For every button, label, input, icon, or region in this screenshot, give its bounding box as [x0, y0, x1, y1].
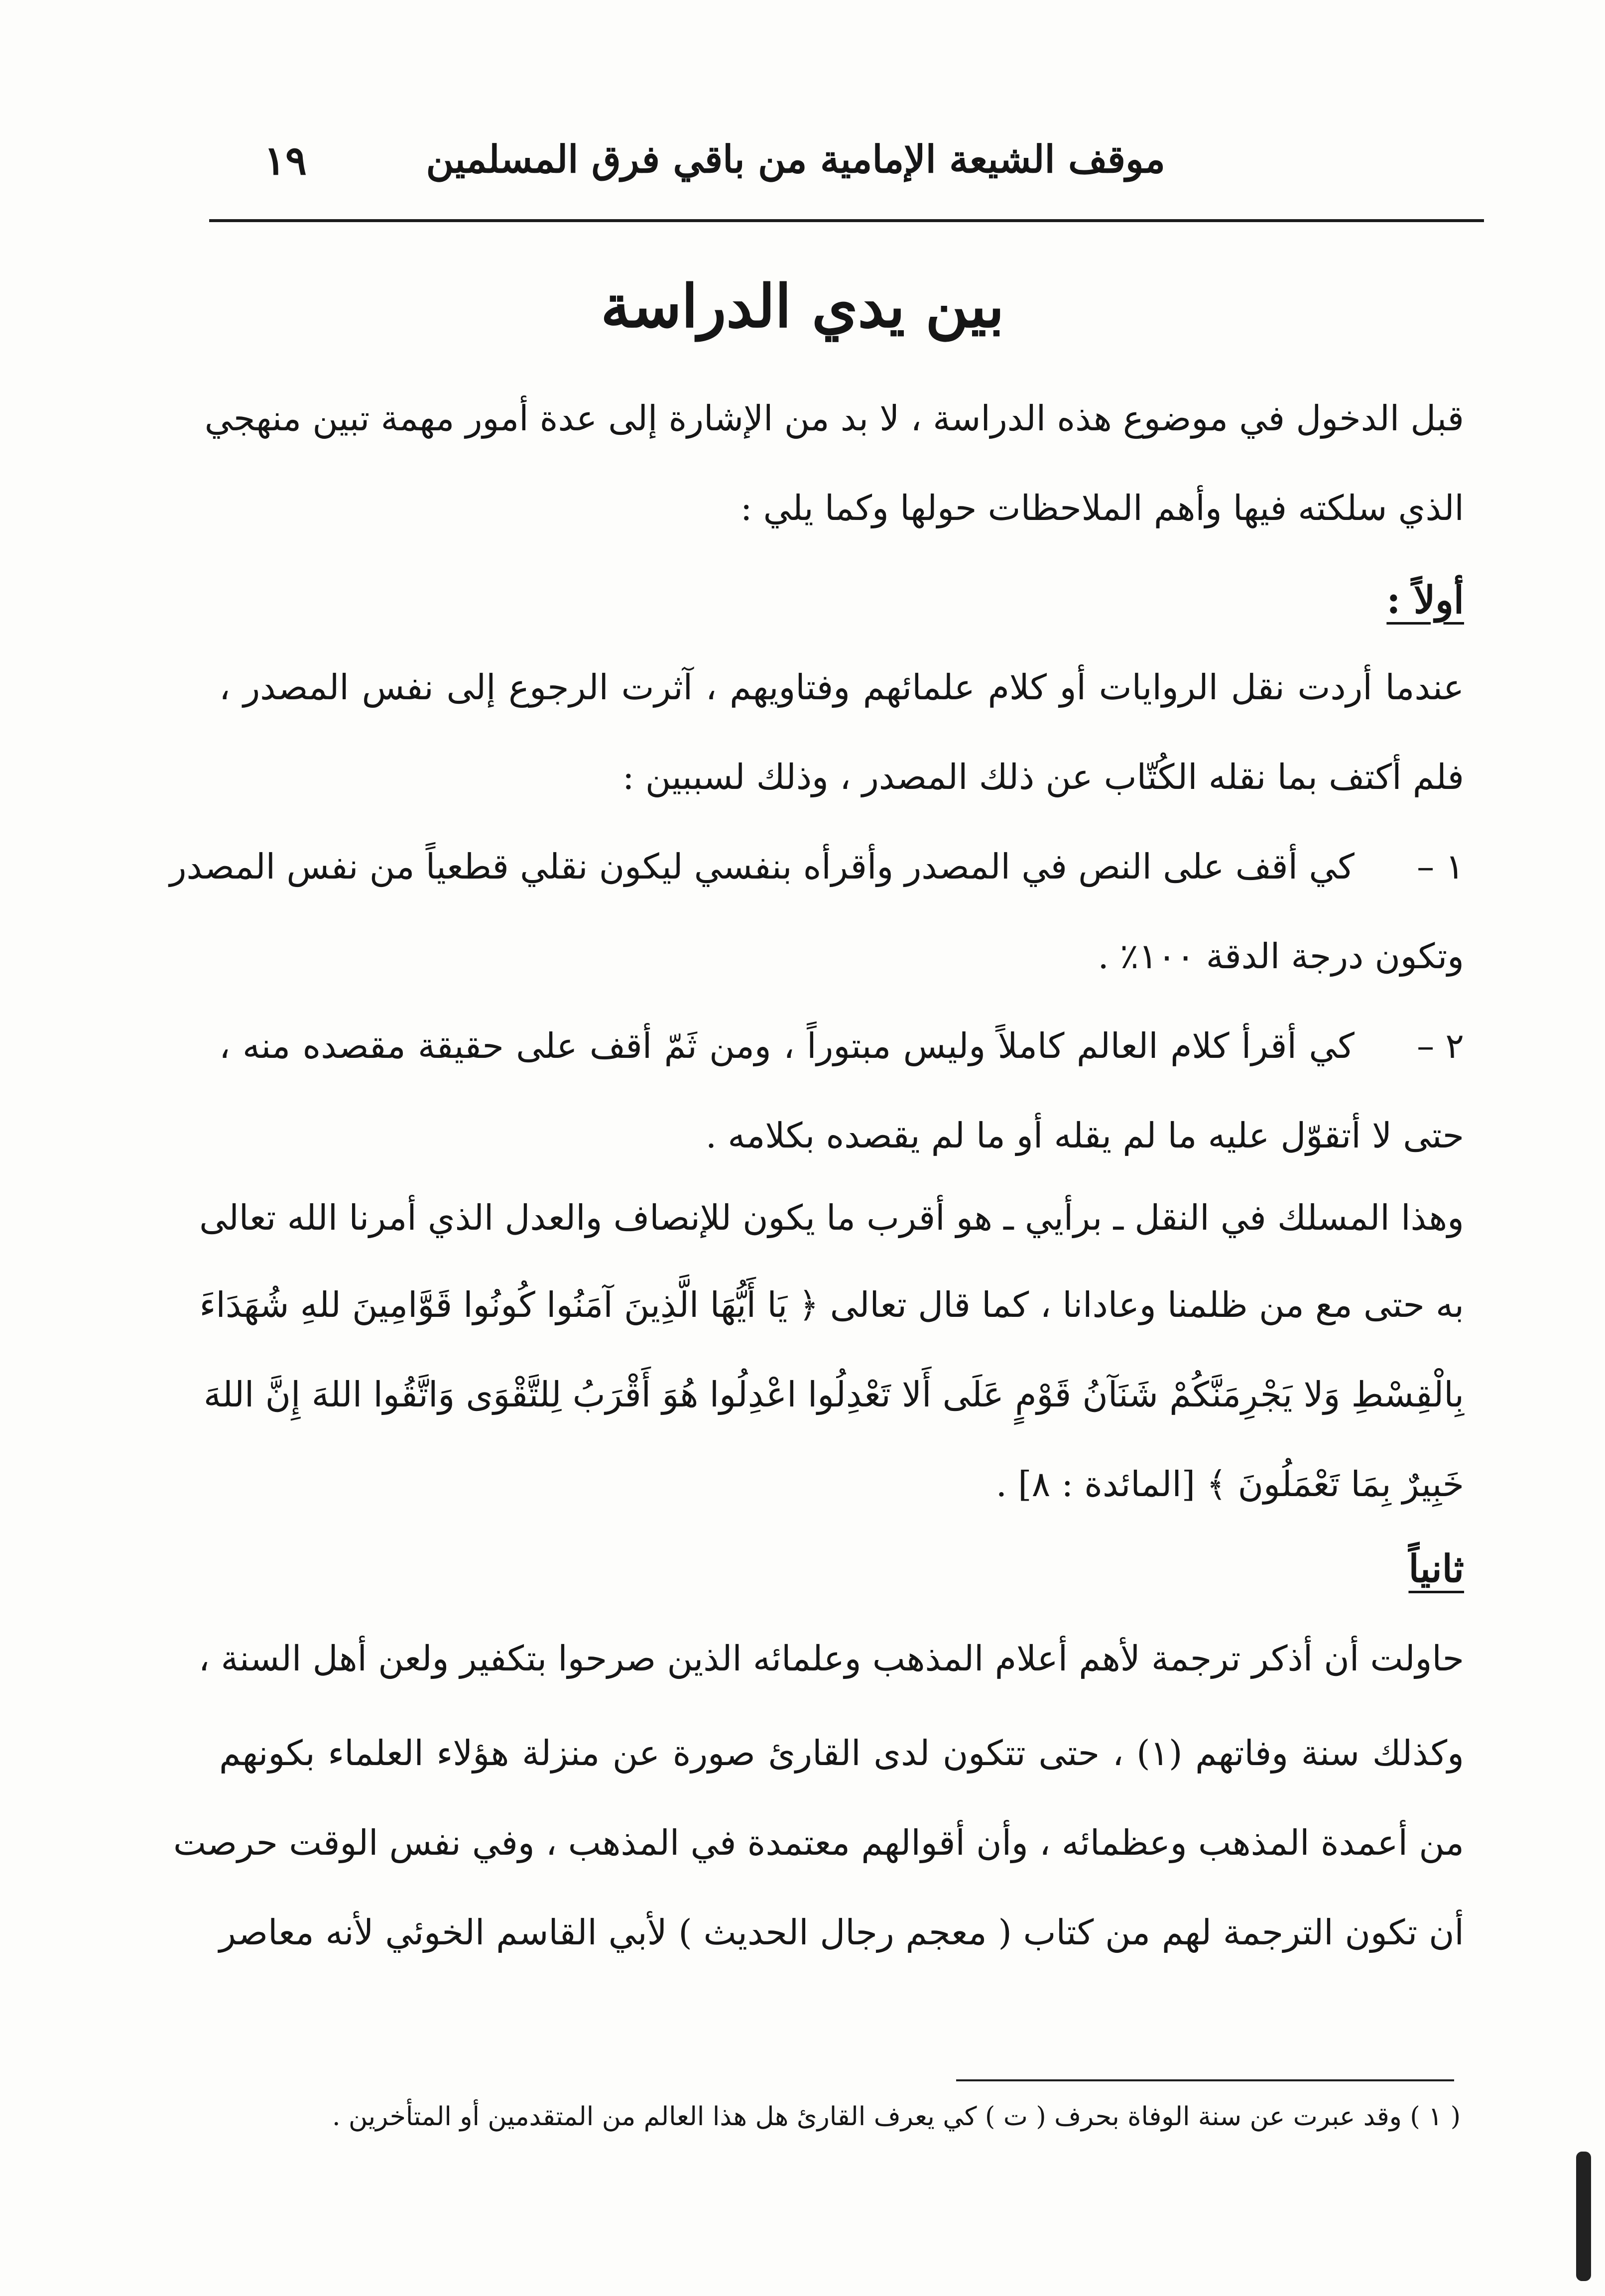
item-2-line-2: حتى لا أتقوّل عليه ما لم يقله أو ما لم يقصده بكلامه .: [705, 1115, 1464, 1156]
scan-edge-mark: [1576, 2152, 1591, 2281]
section-title: بين يدي الدراسة: [601, 271, 1004, 341]
running-header-title: موقف الشيعة الإمامية من باقي فرق المسلمين: [426, 137, 1165, 181]
item-1-number: ١ –: [1417, 846, 1464, 887]
heading-second: ثانياً: [1408, 1546, 1464, 1591]
second-line-4: أن تكون الترجمة لهم من كتاب ( معجم رجال الحديث ) لأبي القاسم الخوئي لأنه معاصر: [219, 1912, 1464, 1953]
intro-line-1: قبل الدخول في موضوع هذه الدراسة ، لا بد من الإشارة إلى عدة أمور مهمة تبين منهجي: [204, 398, 1464, 439]
first-line-1: عندما أردت نقل الروايات أو كلام علمائهم وفتاويهم ، آثرت الرجوع إلى نفس المصدر ،: [219, 667, 1464, 708]
heading-first: أولاً :: [1386, 578, 1464, 622]
second-line-2: وكذلك سنة وفاتهم (١) ، حتى تتكون لدى القارئ صورة عن منزلة هؤلاء العلماء بكونهم: [219, 1733, 1464, 1774]
footnote-rule: [956, 2079, 1454, 2081]
item-2-number: ٢ –: [1417, 1025, 1464, 1066]
closing-line-4: خَبِيرٌ بِمَا تَعْمَلُونَ ﴾ [المائدة : ٨] .: [995, 1464, 1464, 1505]
item-1-line-1: [169, 842, 1464, 892]
header-rule: [209, 219, 1484, 222]
item-2-text: كي أقرأ كلام العالم كاملاً وليس مبتوراً ، ومن ثَمّ أقف على حقيقة مقصده منه ،: [219, 1025, 1355, 1066]
running-header: [209, 127, 1484, 202]
intro-line-2: الذي سلكته فيها وأهم الملاحظات حولها وكما يلي :: [740, 488, 1464, 528]
item-1-line-2: وتكون درجة الدقة ١٠٠٪ .: [1098, 936, 1464, 977]
page-number: ١٩: [264, 137, 307, 184]
first-line-2: فلم أكتف بما نقله الكُتّاب عن ذلك المصدر ، وذلك لسببين :: [622, 757, 1464, 797]
item-1-text: كي أقف على النص في المصدر وأقرأه بنفسي ليكون نقلي قطعياً من نفس المصدر: [169, 846, 1355, 887]
closing-line-2: به حتى مع من ظلمنا وعادانا ، كما قال تعالى ﴿ يَا أَيُّهَا الَّذِينَ آمَنُوا كُونُوا قَوَّامِينَ للهِ شُهَدَاءَ: [199, 1284, 1464, 1325]
item-2-line-1: [219, 1021, 1464, 1071]
closing-line-1: وهذا المسلك في النقل ـ برأيي ـ هو أقرب ما يكون للإنصاف والعدل الذي أمرنا الله تعالى: [199, 1197, 1464, 1238]
second-line-3: من أعمدة المذهب وعظمائه ، وأن أقوالهم معتمدة في المذهب ، وفي نفس الوقت حرصت: [173, 1822, 1464, 1863]
second-line-1: حاولت أن أذكر ترجمة لأهم أعلام المذهب وعلمائه الذين صرحوا بتكفير ولعن أهل السنة ،: [198, 1638, 1464, 1679]
footnote: ( ١ ) وقد عبرت عن سنة الوفاة بحرف ( ت ) كي يعرف القارئ هل هذا العالم من المتقدمين أو المتأخرين .: [332, 2102, 1461, 2132]
quran-verse-line: بِالْقِسْطِ وَلا يَجْرِمَنَّكُمْ شَنَآنُ قَوْمٍ عَلَى أَلا تَعْدِلُوا اعْدِلُوا هُوَ أَقْرَبُ لِلتَّقْوَى وَاتَّقُوا اللهَ إِنَّ اللهَ: [203, 1374, 1464, 1415]
